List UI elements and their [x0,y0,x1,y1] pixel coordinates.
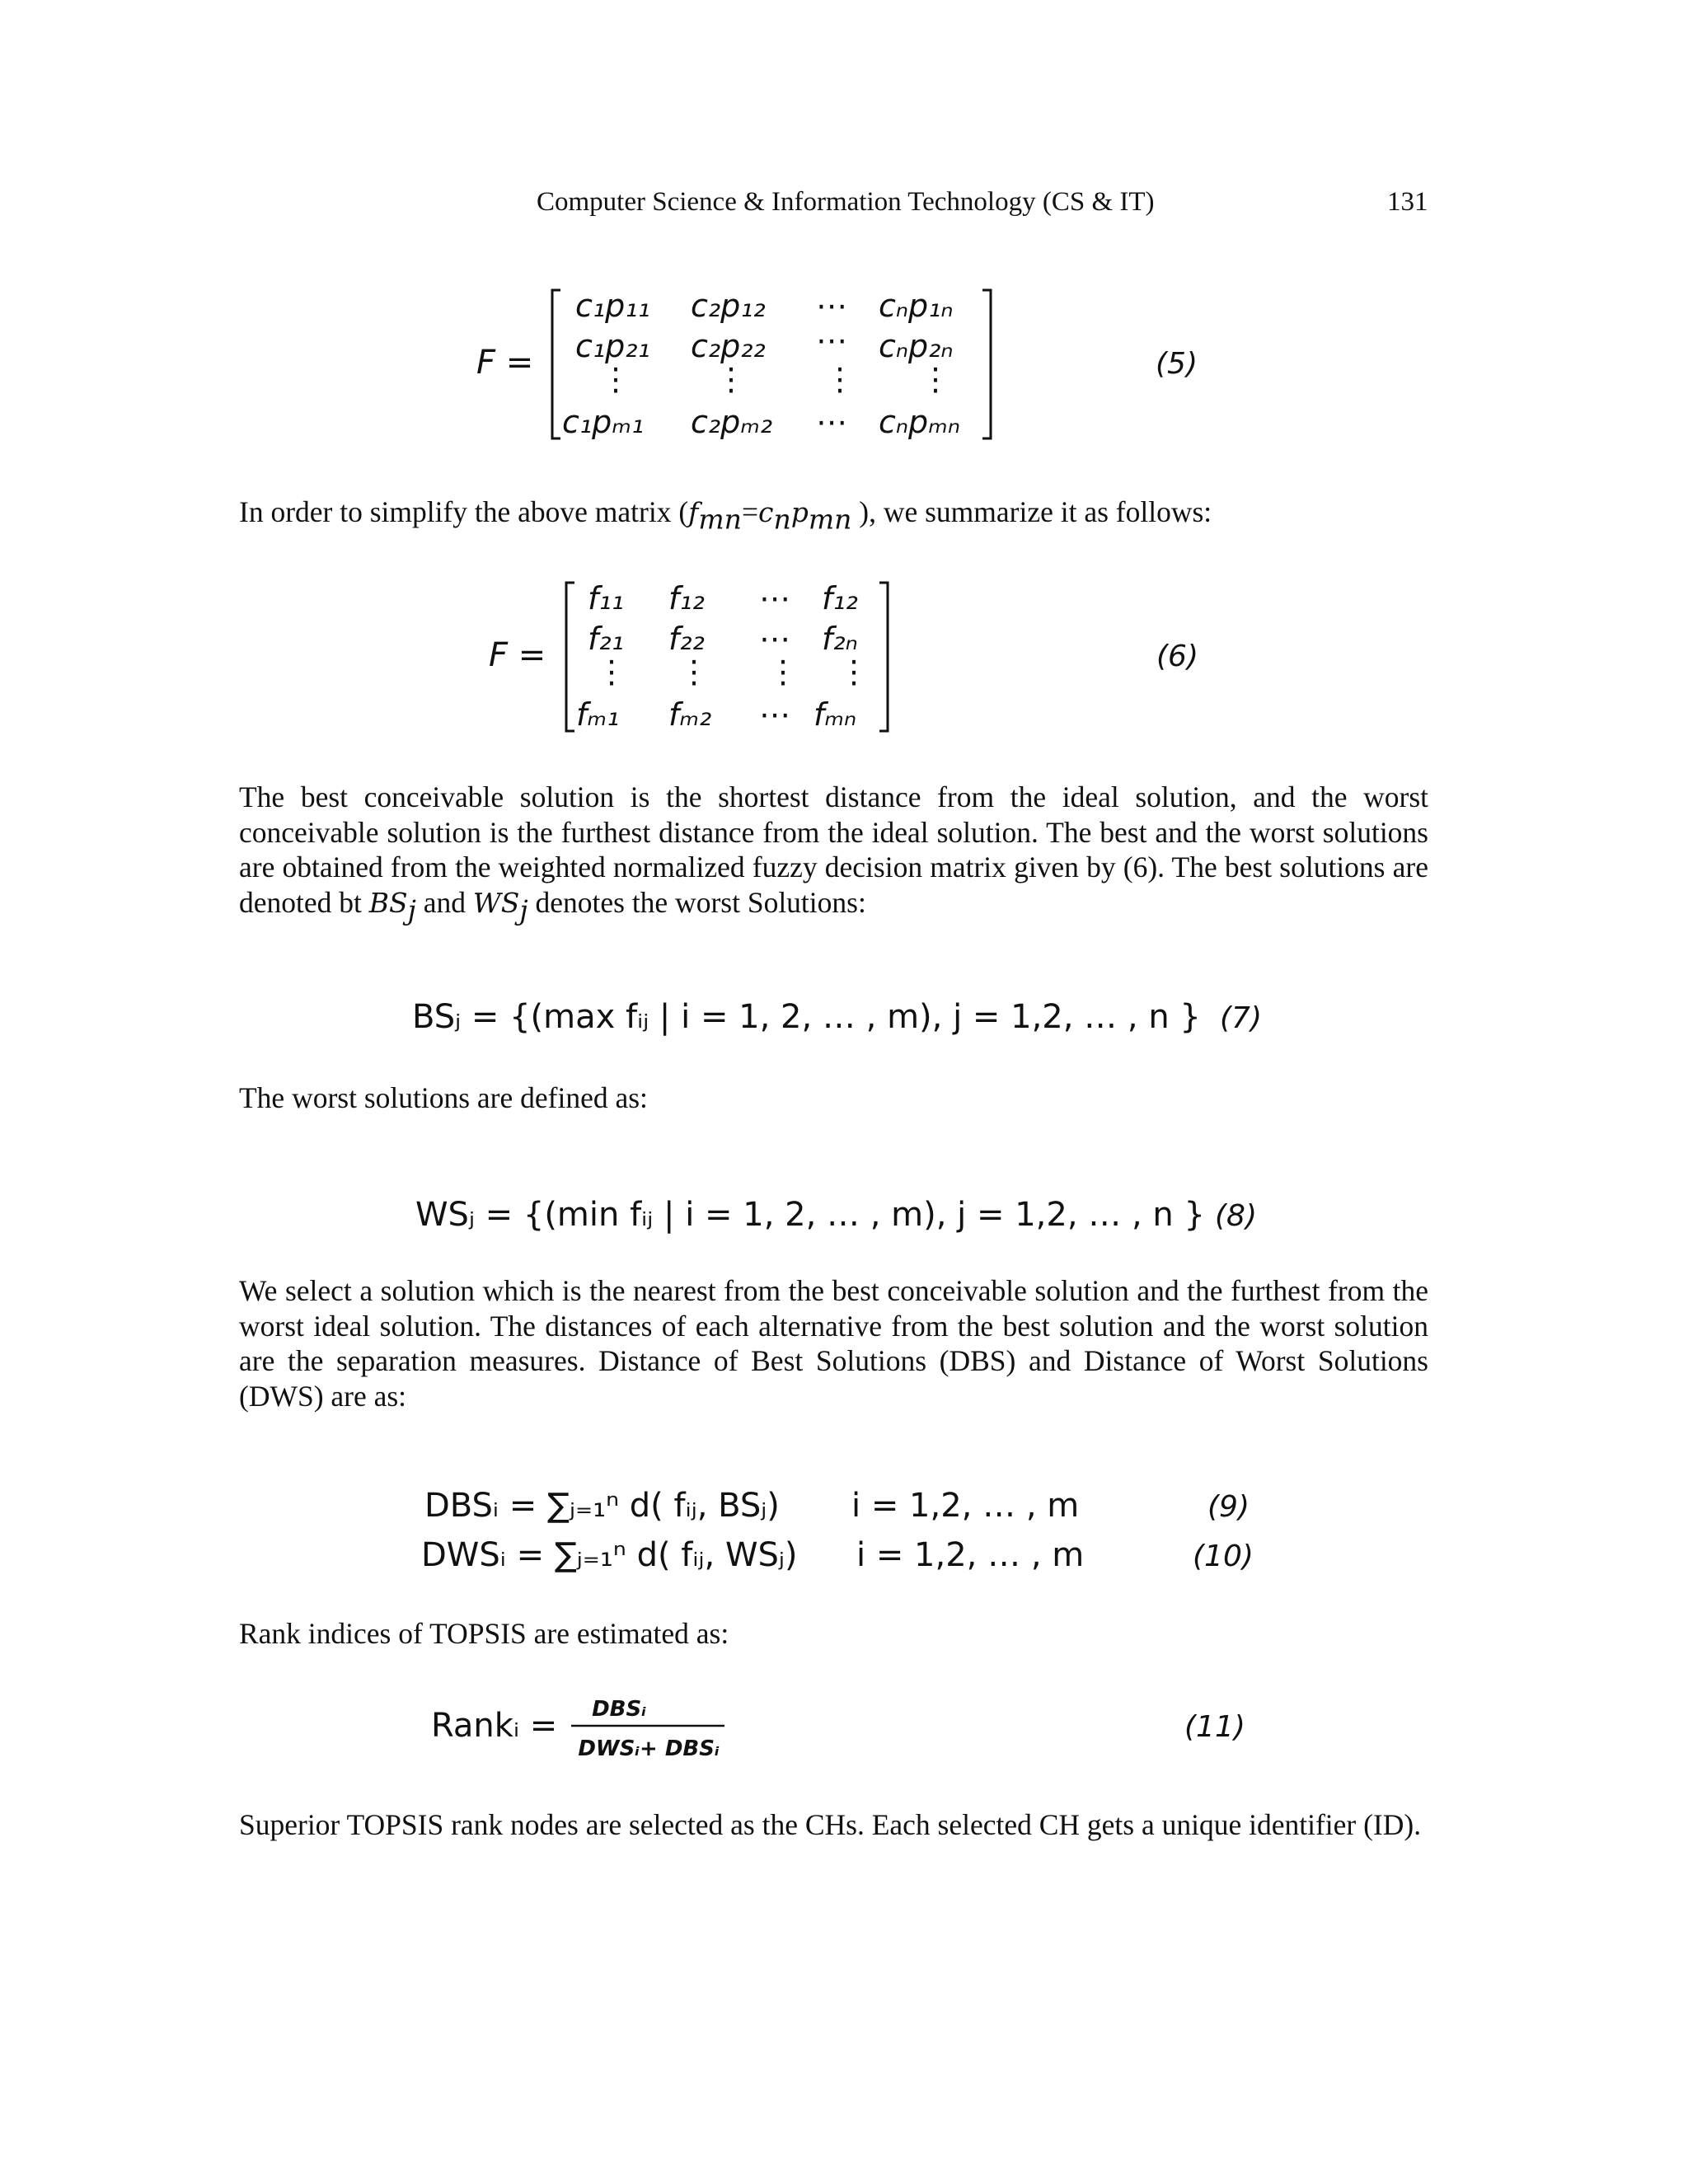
eq5-cell-1-2: c₂p₁₂ [691,288,766,324]
equations-9-10 [416,1475,1290,1591]
p1-math-p: p [790,496,809,528]
eq11-lhs: Rankᵢ = [431,1707,558,1745]
eq10-range: i = 1,2, … , m [856,1536,1085,1574]
eq11-number: (11) [1184,1710,1245,1744]
eq6-cell-4-4: fₘₙ [814,696,857,733]
eq6-cell-3-3: ⋮ [767,654,799,690]
eq9-number: (9) [1207,1490,1250,1524]
paragraph-rank-indices: Rank indices of TOPSIS are estimated as: [239,1617,729,1650]
eq5-cell-1-1: c₁p₁₁ [575,288,650,324]
p1-pre: In order to simplify the above matrix ( [239,495,689,528]
paragraph-separation-measures: We select a solution which is the nearest from the best conceivable solution and the furthest from the worst ideal solution. The distances of each alternative from the best solution and the worst solution are the separation measures. Distance of Best Solutions (DBS) and Distance of Worst Solutions (DWS) are as: [239,1274,1428,1413]
eq6-cell-1-4: f₁₂ [822,580,858,616]
eq6-cell-4-1: fₘ₁ [576,696,620,733]
eq8-expression: WSⱼ = {(min fᵢⱼ | i = 1, 2, … , m), j = 1,2, … , n } [415,1196,1205,1234]
equation-8 [412,1183,1319,1249]
eq6-cell-2-4: f₂ₙ [822,621,858,657]
eq5-cell-2-1: c₁p₂₁ [575,328,650,364]
eq5-lhs: F = [476,344,534,382]
eq6-cell-1-3: ⋯ [759,580,790,616]
eq6-cell-1-1: f₁₁ [588,580,624,616]
equation-7 [404,985,1311,1051]
eq6-cell-1-2: f₁₂ [668,580,705,616]
p2-text-a: The best conceivable solution is the shortest distance from the ideal solution, and the worst conceivable solution is the furthest distance from the ideal solution. The best and the worst solutions are obtained from the weighted normalized fuzzy decision matrix given by (6). The best solutions are denoted bt [239,780,1428,919]
eq6-cell-2-1: f₂₁ [588,621,624,657]
paragraph-worst-defined: The worst solutions are defined as: [239,1081,648,1114]
page-number: 131 [1387,187,1428,217]
eq5-number: (5) [1156,347,1198,381]
eq5-cell-3-4: ⋮ [920,361,951,397]
eq5-cell-3-2: ⋮ [715,361,747,397]
p1-math-f: f [688,496,699,528]
eq10-number: (10) [1193,1540,1254,1573]
eq8-number: (8) [1215,1199,1257,1233]
eq5-cell-3-1: ⋮ [600,361,631,397]
eq10-expression: DWSᵢ = ∑ⱼ₌₁ⁿ d( fᵢⱼ, WSⱼ) [421,1536,798,1574]
equation-6-matrix [482,573,1224,738]
p2-and: and [415,885,473,919]
eq5-cell-2-2: c₂p₂₂ [691,328,766,364]
p2-bs-sub: j [407,893,416,926]
p1-math-eq: = [741,495,758,528]
p1-math-p-sub: mn [808,503,852,536]
p2-ws-sub: j [519,893,528,926]
running-header-title: Computer Science & Information Technology (CS & IT) [537,187,1155,217]
eq6-cell-3-2: ⋮ [678,654,710,690]
eq5-cell-4-1: c₁pₘ₁ [562,404,645,440]
eq5-cell-1-4: cₙp₁ₙ [879,288,954,324]
eq5-cell-2-3: ⋯ [816,322,847,359]
eq7-expression: BSⱼ = {(max fᵢⱼ | i = 1, 2, … , m), j = 1,2, … , n } [412,998,1201,1036]
eq6-cell-4-3: ⋯ [759,696,790,733]
p2-text-b: denotes the worst Solutions: [528,885,866,919]
eq5-cell-4-2: c₂pₘ₂ [691,404,773,440]
paragraph-best-worst-solutions [239,780,1428,926]
paragraph-simplify-intro [239,494,1428,536]
p1-math-f-sub: mn [698,503,742,536]
p1-post: ), we summarize it as follows: [851,495,1212,528]
eq6-cell-3-1: ⋮ [596,654,627,690]
eq6-cell-2-2: f₂₂ [668,621,705,657]
eq9-expression: DBSᵢ = ∑ⱼ₌₁ⁿ d( fᵢⱼ, BSⱼ) [424,1487,780,1525]
paragraph-cluster-head-selection: Superior TOPSIS rank nodes are selected as the CHs. Each selected CH gets a unique identifier (ID). [239,1808,1422,1841]
equation-5-matrix [470,280,1228,445]
eq11-denominator: DWSᵢ+ DBSᵢ [578,1736,720,1761]
p1-math-c: c [757,496,774,528]
equation-11 [424,1685,1298,1776]
eq5-cell-4-3: ⋯ [816,404,847,440]
eq6-number: (6) [1156,640,1198,673]
eq11-numerator: DBSᵢ [592,1697,646,1722]
eq5-cell-4-4: cₙpₘₙ [879,404,961,440]
eq5-cell-3-3: ⋮ [824,361,856,397]
eq5-cell-2-4: cₙp₂ₙ [879,328,954,364]
eq6-cell-3-4: ⋮ [838,654,870,690]
p2-bs: BS [368,886,408,919]
eq5-cell-1-3: ⋯ [816,288,847,324]
eq6-lhs: F = [489,636,546,674]
eq6-cell-2-3: ⋯ [759,621,790,657]
eq6-cell-4-2: fₘ₂ [668,696,712,733]
p1-math-c-sub: n [773,503,791,536]
eq9-range: i = 1,2, … , m [851,1487,1080,1525]
p2-ws: WS [472,886,520,919]
eq7-number: (7) [1220,1001,1262,1035]
